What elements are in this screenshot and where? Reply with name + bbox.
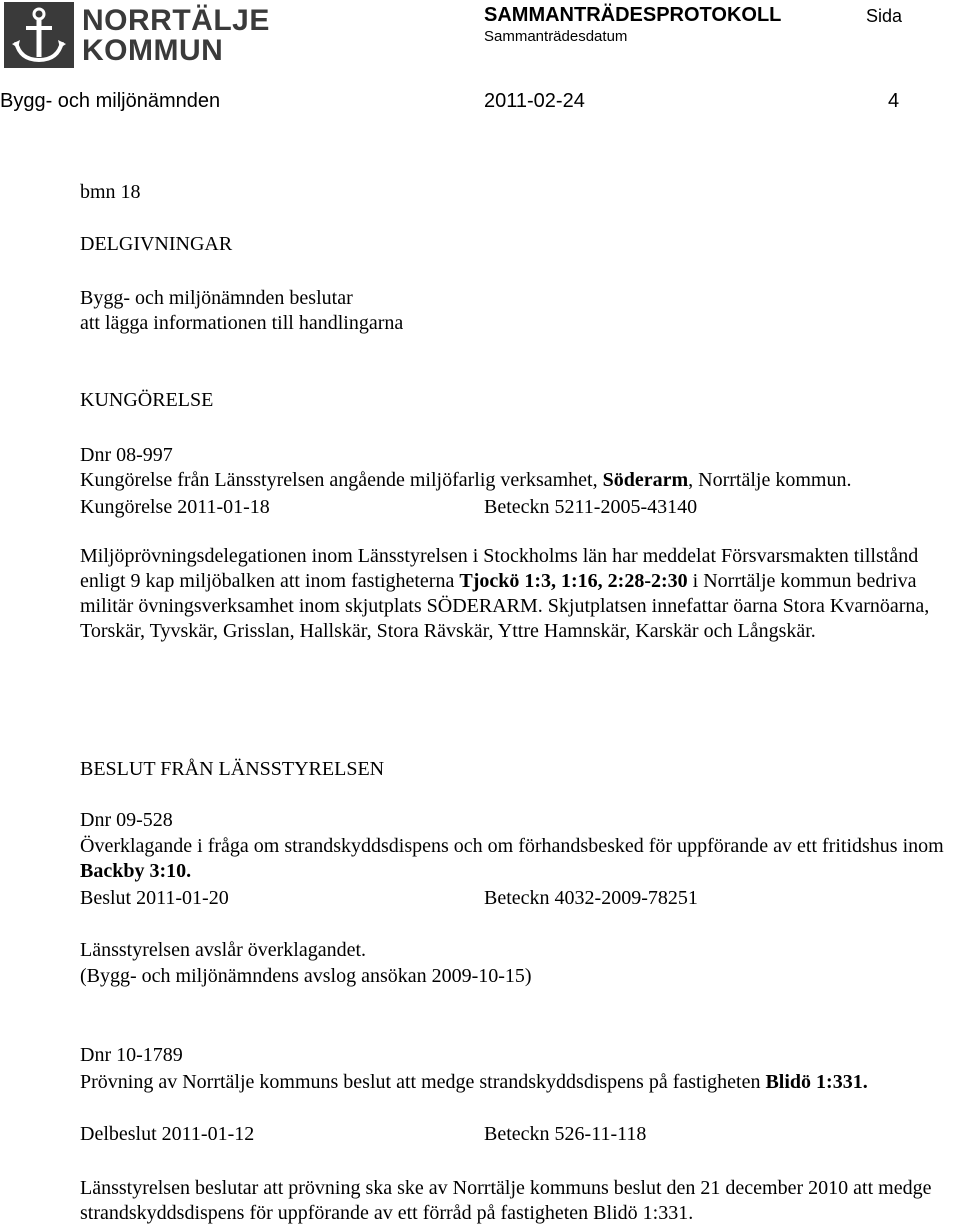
kungorelse-body-end: i Norrtälje kommun bedriva militär övningsverksamhet inom skjutplats SÖDERARM. Skjutplatsen innefattar öarna Stora Kvarnöarna, Torskär, Tyvskär, Grisslan, Hallskär, Stora Rävskär, Yttre Hamnskär, Karskär och Långskär. <box>80 570 930 642</box>
date-label: Sammanträdesdatum <box>484 28 628 45</box>
provning-result: Länsstyrelsen beslutar att prövning ska ske av Norrtälje kommuns beslut den 21 december 2010 att medge strandskyddsdispens för uppförande av ett förråd på fastigheten Blidö 1:331. <box>80 1177 932 1224</box>
provning-date: Delbeslut 2011-01-12 <box>80 1123 255 1145</box>
kungorelse-subject-text: Kungörelse från Länsstyrelsen angående miljöfarlig verksamhet, <box>80 469 603 491</box>
kungorelse-date: Kungörelse 2011-01-18 <box>80 496 270 518</box>
protocol-title: SAMMANTRÄDESPROTOKOLL <box>484 4 782 26</box>
beslut-result-1: Länsstyrelsen avslår överklagandet. <box>80 939 367 961</box>
page-label: Sida <box>866 6 903 26</box>
kungorelse-body <box>80 544 960 644</box>
page-number: 4 <box>888 90 900 112</box>
decision-line-2: att lägga informationen till handlingarna <box>80 312 404 334</box>
beslut-subject <box>80 834 960 884</box>
kungorelse-subject-place: Söderarm <box>602 469 689 491</box>
beslut-result-2: (Bygg- och miljönämndens avslog ansökan 2009-10-15) <box>80 965 532 987</box>
kungorelse-dnr: Dnr 08-997 <box>80 444 173 466</box>
anchor-icon <box>4 2 74 68</box>
paragraph-number: bmn 18 <box>80 181 141 203</box>
kungorelse-beteckn: Beteckn 5211-2005-43140 <box>484 496 698 518</box>
beslut-subject-text: Överklagande i fråga om strandskyddsdispens och om förhandsbesked för uppförande av ett fritidshus inom <box>80 835 944 857</box>
provning-subject-text: Prövning av Norrtälje kommuns beslut att medge strandskyddsdispens på fastigheten <box>80 1071 766 1093</box>
kungorelse-subject-end: , Norrtälje kommun. <box>688 469 852 491</box>
municipality-logo <box>4 2 270 68</box>
provning-dnr: Dnr 10-1789 <box>80 1044 183 1066</box>
kungorelse-body-properties: Tjockö 1:3, 1:16, 2:28-2:30 <box>459 570 688 592</box>
meeting-date: 2011-02-24 <box>484 90 585 112</box>
kungorelse-body-text: Miljöprövningsdelegationen inom Länsstyrelsen i Stockholms län har meddelat Försvarsmakten tillstånd enligt 9 kap miljöbalken att inom fastigheterna <box>80 545 919 592</box>
provning-beteckn: Beteckn 526-11-118 <box>484 1123 647 1145</box>
section-title: DELGIVNINGAR <box>80 233 233 255</box>
decision-line-1: Bygg- och miljönämnden beslutar <box>80 287 353 309</box>
beslut-subject-property: Backby 3:10. <box>80 860 192 882</box>
logo-text-line1: NORRTÄLJE <box>82 4 270 37</box>
kungorelse-heading: KUNGÖRELSE <box>80 389 214 411</box>
committee-name: Bygg- och miljönämnden <box>0 90 221 112</box>
provning-subject-property: Blidö 1:331. <box>765 1071 868 1093</box>
beslut-heading: BESLUT FRÅN LÄNSSTYRELSEN <box>80 758 385 780</box>
beslut-dnr: Dnr 09-528 <box>80 809 173 831</box>
logo-text-line2: KOMMUN <box>82 34 224 67</box>
beslut-beteckn: Beteckn 4032-2009-78251 <box>484 887 698 909</box>
kungorelse-subject <box>80 468 851 492</box>
provning-subject <box>80 1070 940 1095</box>
beslut-date: Beslut 2011-01-20 <box>80 887 229 909</box>
